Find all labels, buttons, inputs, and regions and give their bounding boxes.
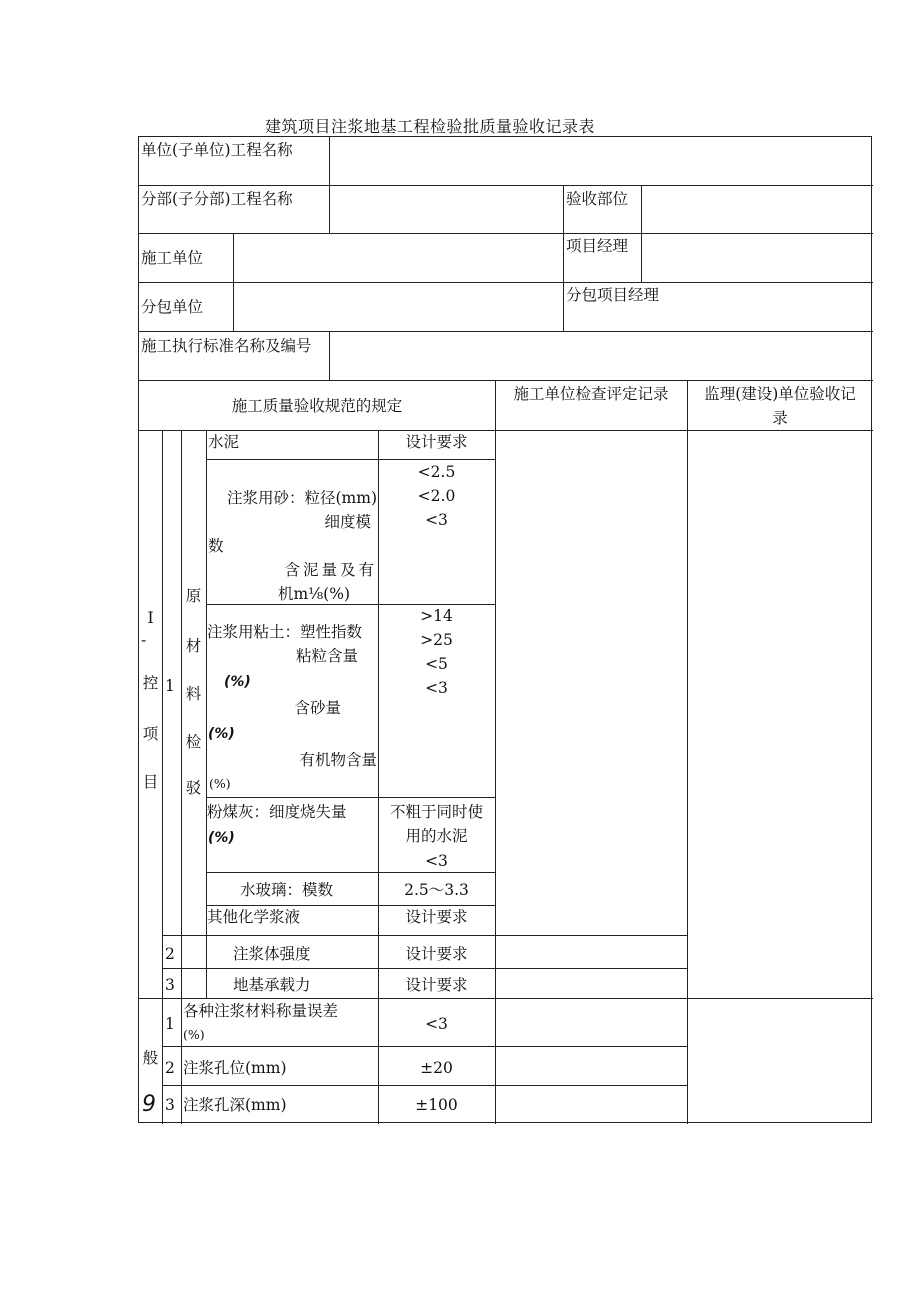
item-number: 2	[165, 1059, 175, 1077]
row-divider	[139, 331, 873, 332]
row-divider	[139, 185, 873, 186]
item-number: 3	[165, 976, 175, 994]
inspection-table	[138, 136, 872, 1123]
general-row1-name: (%)	[183, 1027, 205, 1042]
main-control-label: 项	[142, 725, 159, 743]
row-divider	[162, 1085, 688, 1086]
item-number: 1	[165, 1015, 175, 1033]
construction-unit-label: 施工单位	[141, 249, 204, 267]
waterglass-name: 水玻璃：模数	[240, 881, 334, 899]
clay-name: (%)	[208, 726, 235, 742]
waterglass-requirement: 2.5～3.3	[404, 881, 469, 899]
sand-requirement: <2.5	[417, 463, 456, 481]
flyash-requirement: 不粗于同时使	[389, 803, 483, 821]
col-divider	[162, 430, 163, 1124]
row-divider	[206, 872, 495, 873]
col-divider	[687, 430, 688, 1124]
flyash-name: (%)	[208, 830, 235, 846]
col-divider	[563, 233, 564, 331]
subcontract-unit-label: 分包单位	[141, 298, 204, 316]
clay-name: (%)	[209, 776, 231, 791]
acceptance-part-label: 验收部位	[566, 190, 629, 208]
row-divider	[162, 935, 688, 936]
row-divider	[162, 1046, 688, 1047]
row-divider	[139, 998, 873, 999]
sand-requirement: <3	[425, 511, 448, 529]
clay-name: (%)	[224, 674, 251, 690]
item2-requirement: 设计要求	[405, 945, 468, 963]
row-divider	[206, 797, 495, 798]
clay-name: 注浆用粘土：塑性指数	[207, 623, 363, 641]
main-control-mark: I	[147, 609, 154, 627]
item-name-vertical: 检	[185, 733, 202, 751]
col-divider	[495, 430, 496, 1124]
col-divider	[233, 233, 234, 331]
cement-name: 水泥	[208, 433, 240, 451]
chemical-name: 其他化学浆液	[207, 908, 301, 926]
sand-name: 含泥量及有	[284, 561, 377, 579]
item-name-vertical: 料	[185, 685, 202, 703]
col-divider	[641, 185, 642, 233]
unit-project-label: 单位(子单位)工程名称	[141, 141, 293, 159]
col-divider	[329, 331, 330, 380]
item3-name: 地基承载力	[233, 976, 311, 994]
clay-name: 粘粒含量	[295, 647, 358, 665]
item-name-vertical: 驳	[185, 779, 202, 797]
item2-name: 注浆体强度	[233, 945, 311, 963]
clay-requirement: <3	[425, 679, 448, 697]
item-name-vertical: 原	[185, 587, 202, 605]
main-control-label: 控	[142, 674, 159, 692]
clay-name: 含砂量	[294, 699, 341, 717]
general-row3-name: 注浆孔深(mm)	[183, 1096, 287, 1114]
standard-label: 施工执行标准名称及编号	[141, 337, 312, 355]
flyash-requirement: <3	[425, 852, 448, 870]
supervision-header-line1: 监理(建设)单位验收记	[704, 385, 856, 403]
sand-name: 细度模	[324, 513, 371, 531]
sand-name: 数	[208, 537, 224, 555]
col-divider	[641, 233, 642, 282]
flyash-requirement: 用的水泥	[405, 827, 468, 845]
sand-name: 注浆用砂：粒径(mm)	[227, 489, 377, 507]
flyash-name: 粉煤灰：细度烧失量	[207, 803, 347, 821]
sub-project-label: 分部(子分部)工程名称	[141, 190, 293, 208]
general-row2-requirement: ±20	[420, 1059, 453, 1077]
item-number: 2	[165, 945, 175, 963]
main-control-label: 目	[142, 773, 159, 791]
general-items-label: 般	[142, 1049, 159, 1067]
row-divider	[139, 282, 873, 283]
general-row1-requirement: <3	[425, 1015, 448, 1033]
clay-requirement: >14	[420, 607, 453, 625]
general-row2-name: 注浆孔位(mm)	[183, 1059, 287, 1077]
chemical-requirement: 设计要求	[405, 908, 468, 926]
main-control-mark: -	[141, 631, 147, 649]
sand-requirement: <2.0	[417, 487, 456, 505]
col-divider	[329, 137, 330, 185]
general-items-label: 9	[142, 1092, 156, 1117]
item-name-vertical: 材	[185, 637, 202, 655]
item-number: 3	[165, 1096, 175, 1114]
clay-name: 有机物含量	[299, 751, 377, 769]
form-title: 建筑项目注浆地基工程检验批质量验收记录表	[264, 117, 595, 136]
col-divider	[563, 185, 564, 233]
general-row3-requirement: ±100	[415, 1096, 458, 1114]
construction-check-header: 施工单位检查评定记录	[513, 385, 669, 403]
row-divider	[206, 459, 495, 460]
clay-requirement: >25	[420, 631, 453, 649]
project-manager-label: 项目经理	[566, 237, 629, 255]
sand-name: 机m⅛(%)	[277, 585, 350, 603]
row-divider	[162, 968, 688, 969]
row-divider	[139, 430, 873, 431]
row-divider	[139, 233, 873, 234]
item-number: 1	[165, 677, 175, 695]
col-divider	[329, 185, 330, 233]
spec-column-header: 施工质量验收规范的规定	[231, 397, 403, 415]
general-row1-name: 各种注浆材料称量误差	[183, 1002, 339, 1020]
row-divider	[139, 380, 873, 381]
item3-requirement: 设计要求	[405, 976, 468, 994]
supervision-header-line2: 录	[772, 409, 788, 427]
cement-requirement: 设计要求	[405, 433, 468, 451]
subcontract-manager-label: 分包项目经理	[566, 286, 660, 304]
clay-requirement: <5	[425, 655, 448, 673]
